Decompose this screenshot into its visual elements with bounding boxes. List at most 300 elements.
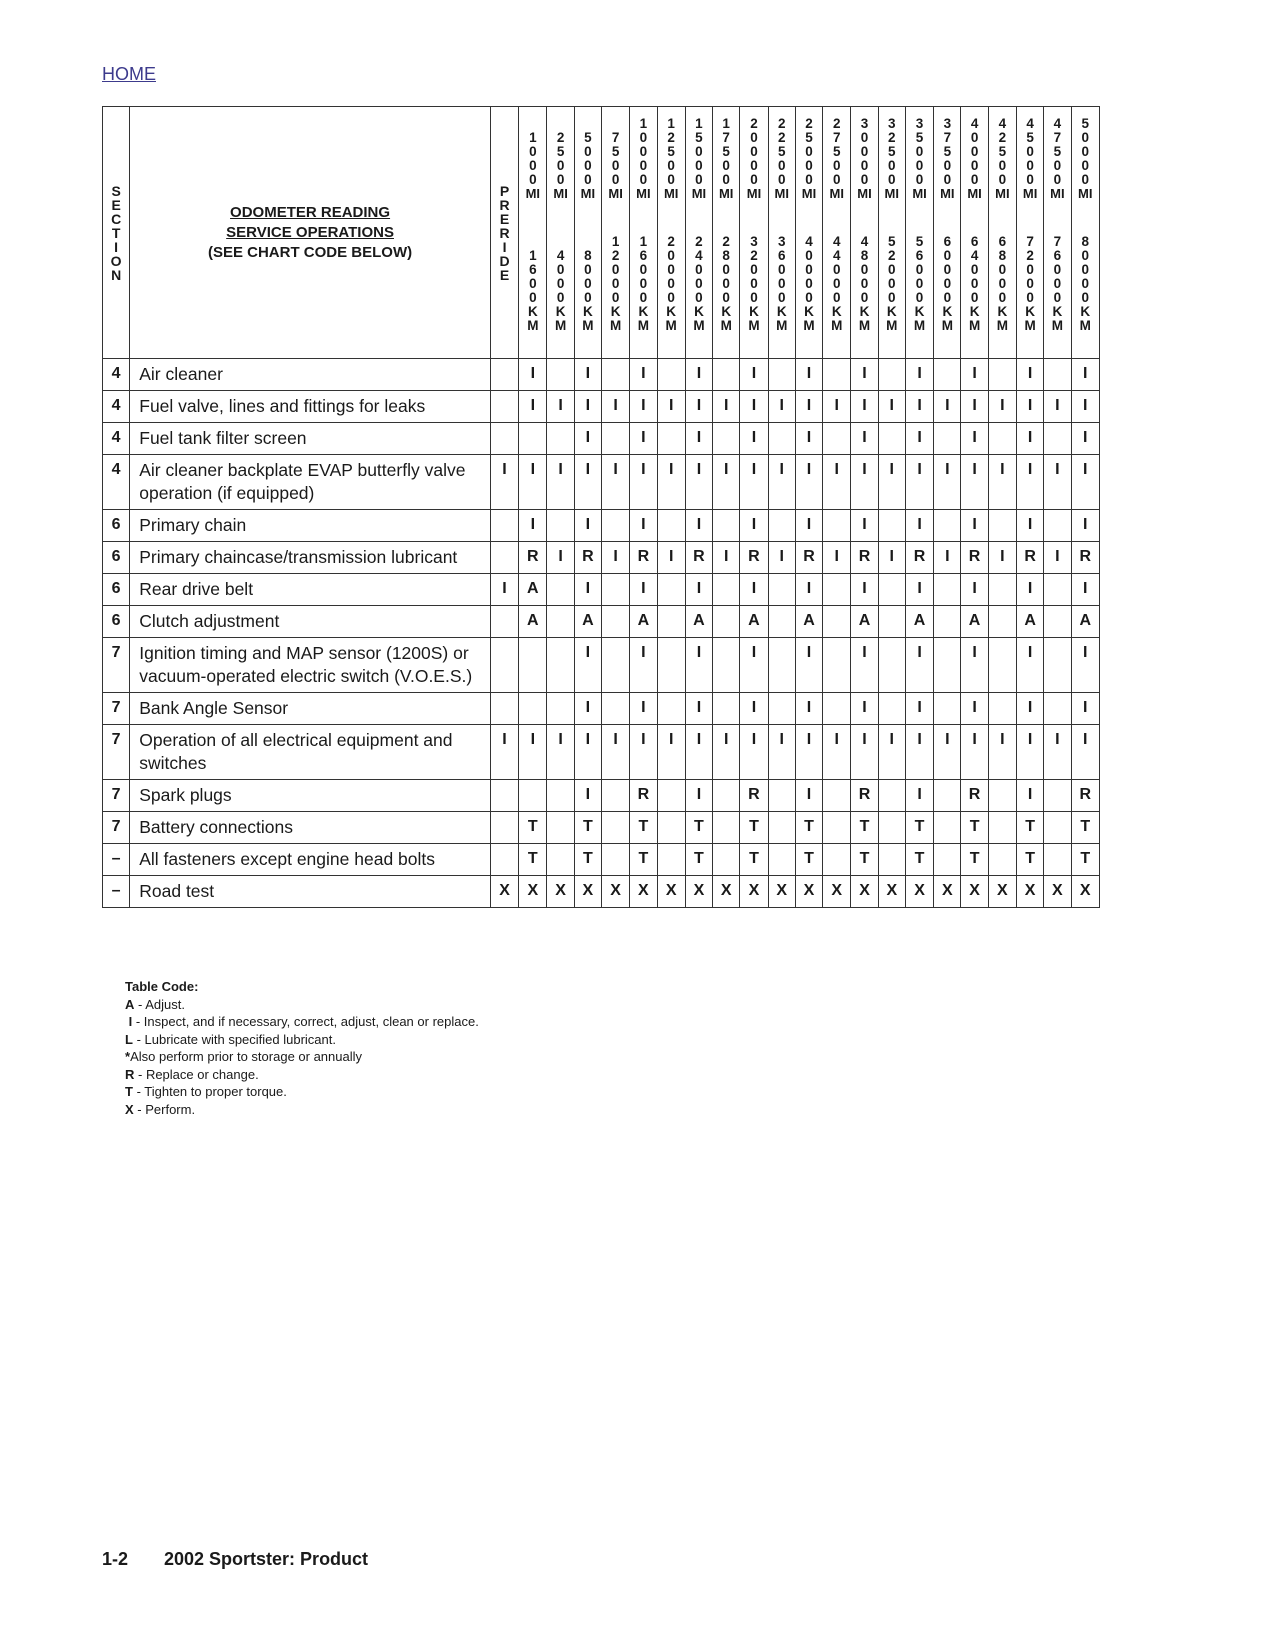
section-number: 7 bbox=[103, 638, 130, 693]
service-code: I bbox=[1017, 638, 1044, 693]
service-code: I bbox=[657, 542, 685, 574]
service-code bbox=[768, 638, 795, 693]
service-code: I bbox=[630, 359, 657, 391]
service-code bbox=[988, 812, 1016, 844]
service-code: T bbox=[519, 844, 547, 876]
service-code: R bbox=[1017, 542, 1044, 574]
service-code: A bbox=[851, 606, 878, 638]
service-code: R bbox=[795, 542, 822, 574]
service-operation: Road test bbox=[130, 876, 491, 908]
service-code: I bbox=[630, 423, 657, 455]
service-code: R bbox=[574, 542, 601, 574]
service-code bbox=[988, 574, 1016, 606]
interval-mi: 4 2 5 0 0 MI bbox=[995, 116, 1010, 201]
service-code bbox=[823, 574, 851, 606]
service-code: I bbox=[795, 510, 822, 542]
legend-item: R - Replace or change. bbox=[125, 1066, 259, 1082]
legend-item: X - Perform. bbox=[125, 1101, 196, 1117]
service-code bbox=[768, 693, 795, 725]
service-code: I bbox=[905, 638, 933, 693]
service-operation: Primary chaincase/transmission lubricant bbox=[130, 542, 491, 574]
service-code: A bbox=[519, 574, 547, 606]
service-code: R bbox=[630, 542, 657, 574]
service-code: I bbox=[547, 542, 574, 574]
service-code: T bbox=[740, 844, 768, 876]
section-number: 7 bbox=[103, 780, 130, 812]
interval-header-37500 bbox=[934, 107, 961, 359]
service-code: X bbox=[851, 876, 878, 908]
interval-km: 6 0 0 0 0 K M bbox=[941, 234, 953, 333]
table-row bbox=[103, 359, 1100, 391]
table-row bbox=[103, 542, 1100, 574]
interval-km: 4 0 0 0 K M bbox=[554, 248, 567, 333]
service-code: I bbox=[685, 574, 712, 606]
service-code: I bbox=[988, 391, 1016, 423]
service-code bbox=[657, 638, 685, 693]
service-code: I bbox=[574, 725, 601, 780]
service-code bbox=[878, 780, 905, 812]
service-code bbox=[934, 359, 961, 391]
service-code: I bbox=[685, 423, 712, 455]
service-code: I bbox=[934, 455, 961, 510]
service-code: I bbox=[601, 725, 629, 780]
service-code: I bbox=[630, 391, 657, 423]
service-code bbox=[601, 693, 629, 725]
service-code: I bbox=[878, 455, 905, 510]
service-code: T bbox=[685, 844, 712, 876]
service-code: I bbox=[1017, 725, 1044, 780]
service-code bbox=[878, 844, 905, 876]
service-code: I bbox=[574, 638, 601, 693]
service-code: R bbox=[685, 542, 712, 574]
service-operation: Fuel valve, lines and fittings for leaks bbox=[130, 391, 491, 423]
service-code: I bbox=[851, 423, 878, 455]
service-code bbox=[934, 693, 961, 725]
service-code: I bbox=[823, 391, 851, 423]
service-code: I bbox=[1071, 725, 1100, 780]
service-code bbox=[601, 606, 629, 638]
service-code bbox=[657, 606, 685, 638]
service-code bbox=[823, 423, 851, 455]
interval-header-25000 bbox=[795, 107, 822, 359]
service-code bbox=[601, 780, 629, 812]
service-code: I bbox=[905, 574, 933, 606]
table-row bbox=[103, 693, 1100, 725]
interval-km: 1 6 0 0 0 K M bbox=[637, 234, 650, 333]
home-link[interactable]: HOME bbox=[102, 64, 156, 84]
service-code bbox=[713, 606, 740, 638]
service-code: I bbox=[851, 359, 878, 391]
service-code: I bbox=[685, 455, 712, 510]
service-code: I bbox=[657, 391, 685, 423]
section-number: 4 bbox=[103, 359, 130, 391]
section-number: – bbox=[103, 844, 130, 876]
service-code: I bbox=[905, 359, 933, 391]
service-code: I bbox=[1071, 510, 1100, 542]
service-code: I bbox=[713, 455, 740, 510]
service-code: I bbox=[905, 510, 933, 542]
interval-mi: 2 2 5 0 0 MI bbox=[774, 116, 789, 201]
service-code bbox=[1044, 359, 1071, 391]
service-code bbox=[657, 423, 685, 455]
service-code bbox=[934, 844, 961, 876]
service-operation: Primary chain bbox=[130, 510, 491, 542]
service-code: I bbox=[685, 638, 712, 693]
service-code: R bbox=[851, 780, 878, 812]
table-row bbox=[103, 876, 1100, 908]
service-code bbox=[934, 812, 961, 844]
service-code: I bbox=[905, 423, 933, 455]
interval-mi: 2 0 0 0 0 MI bbox=[746, 116, 762, 201]
service-code: I bbox=[685, 510, 712, 542]
service-code bbox=[547, 638, 574, 693]
service-code bbox=[1044, 693, 1071, 725]
service-code: X bbox=[713, 876, 740, 908]
interval-mi: 1 5 0 0 0 MI bbox=[691, 116, 707, 201]
service-code: X bbox=[795, 876, 822, 908]
service-code: I bbox=[740, 574, 768, 606]
service-code bbox=[601, 359, 629, 391]
service-code bbox=[713, 359, 740, 391]
service-code bbox=[988, 638, 1016, 693]
interval-km: 3 6 0 0 0 K M bbox=[776, 234, 788, 333]
service-code bbox=[601, 844, 629, 876]
service-code bbox=[823, 638, 851, 693]
service-code: I bbox=[685, 780, 712, 812]
service-code: I bbox=[1017, 693, 1044, 725]
service-code: I bbox=[713, 542, 740, 574]
preride-header-label: P R E R I D E bbox=[499, 182, 510, 283]
service-operation: Air cleaner backplate EVAP butterfly valve operation (if equipped) bbox=[130, 455, 491, 510]
service-code bbox=[988, 606, 1016, 638]
service-code: I bbox=[1017, 780, 1044, 812]
service-code: I bbox=[795, 780, 822, 812]
service-code: I bbox=[713, 725, 740, 780]
service-code: I bbox=[1071, 574, 1100, 606]
service-code: I bbox=[574, 455, 601, 510]
service-code: R bbox=[905, 542, 933, 574]
service-code bbox=[1044, 638, 1071, 693]
service-code: I bbox=[961, 455, 988, 510]
preride-header bbox=[490, 107, 518, 359]
service-code: I bbox=[1044, 542, 1071, 574]
service-code bbox=[823, 844, 851, 876]
service-code: I bbox=[851, 510, 878, 542]
interval-mi: 1 0 0 0 0 MI bbox=[636, 116, 651, 201]
service-code: I bbox=[795, 638, 822, 693]
interval-header-35000 bbox=[905, 107, 933, 359]
service-code: I bbox=[988, 455, 1016, 510]
service-code bbox=[768, 510, 795, 542]
interval-km: 3 2 0 0 0 K M bbox=[748, 234, 760, 333]
preride-code bbox=[490, 844, 518, 876]
preride-code: I bbox=[490, 455, 518, 510]
preride-code: I bbox=[490, 574, 518, 606]
service-code: I bbox=[768, 542, 795, 574]
service-operation: Battery connections bbox=[130, 812, 491, 844]
service-code: I bbox=[740, 510, 768, 542]
legend-item: I - Inspect, and if necessary, correct, adjust, clean or replace. bbox=[125, 1014, 479, 1029]
service-code bbox=[601, 574, 629, 606]
service-code: X bbox=[878, 876, 905, 908]
service-operation: Clutch adjustment bbox=[130, 606, 491, 638]
service-code: I bbox=[740, 725, 768, 780]
service-code: I bbox=[740, 638, 768, 693]
service-code: I bbox=[934, 391, 961, 423]
service-code: X bbox=[934, 876, 961, 908]
service-code bbox=[768, 844, 795, 876]
schedule-body bbox=[103, 359, 1100, 908]
interval-km: 1 6 0 0 K M bbox=[527, 248, 539, 333]
interval-mi: 5 0 0 0 MI bbox=[580, 130, 596, 201]
service-code: T bbox=[961, 812, 988, 844]
service-code: I bbox=[795, 574, 822, 606]
legend-item: A - Adjust. bbox=[125, 996, 185, 1012]
service-code: A bbox=[740, 606, 768, 638]
service-code bbox=[1044, 606, 1071, 638]
service-code: I bbox=[630, 455, 657, 510]
service-code bbox=[988, 359, 1016, 391]
table-row bbox=[103, 423, 1100, 455]
service-operation: Rear drive belt bbox=[130, 574, 491, 606]
interval-header-42500 bbox=[988, 107, 1016, 359]
table-code-legend bbox=[125, 978, 479, 1118]
service-code: I bbox=[740, 693, 768, 725]
preride-code bbox=[490, 780, 518, 812]
service-code: I bbox=[961, 391, 988, 423]
service-code bbox=[713, 423, 740, 455]
service-code bbox=[657, 574, 685, 606]
service-code: I bbox=[851, 638, 878, 693]
service-code: R bbox=[1071, 780, 1100, 812]
service-code: I bbox=[851, 725, 878, 780]
service-code bbox=[713, 780, 740, 812]
service-operation: Operation of all electrical equipment and switches bbox=[130, 725, 491, 780]
service-code bbox=[768, 574, 795, 606]
service-code bbox=[601, 812, 629, 844]
section-number: 6 bbox=[103, 542, 130, 574]
service-code bbox=[823, 510, 851, 542]
interval-km: 6 8 0 0 0 K M bbox=[996, 234, 1008, 333]
operations-header bbox=[130, 107, 491, 359]
service-code bbox=[547, 574, 574, 606]
service-code: I bbox=[1071, 359, 1100, 391]
service-code: I bbox=[961, 359, 988, 391]
table-row bbox=[103, 725, 1100, 780]
service-code: I bbox=[685, 391, 712, 423]
service-code bbox=[878, 359, 905, 391]
service-code: T bbox=[851, 844, 878, 876]
service-operation: Ignition timing and MAP sensor (1200S) or vacuum-operated electric switch (V.O.E.S.) bbox=[130, 638, 491, 693]
interval-header-1000 bbox=[519, 107, 547, 359]
preride-code bbox=[490, 638, 518, 693]
service-code: I bbox=[934, 725, 961, 780]
service-code: T bbox=[574, 812, 601, 844]
service-code bbox=[547, 510, 574, 542]
interval-header-20000 bbox=[740, 107, 768, 359]
service-code bbox=[1044, 844, 1071, 876]
service-code: I bbox=[547, 391, 574, 423]
service-code: I bbox=[823, 455, 851, 510]
service-code bbox=[601, 510, 629, 542]
service-code: I bbox=[851, 574, 878, 606]
service-code: I bbox=[905, 455, 933, 510]
service-code bbox=[519, 638, 547, 693]
interval-mi: 5 0 0 0 0 MI bbox=[1078, 116, 1093, 201]
service-code: I bbox=[988, 542, 1016, 574]
interval-km: 2 0 0 0 0 K M bbox=[665, 234, 677, 333]
service-code: I bbox=[630, 638, 657, 693]
service-code: I bbox=[519, 455, 547, 510]
service-code: I bbox=[574, 574, 601, 606]
table-row bbox=[103, 606, 1100, 638]
interval-header-22500 bbox=[768, 107, 795, 359]
service-code: A bbox=[1017, 606, 1044, 638]
ops-header-line2: SERVICE OPERATIONS bbox=[226, 223, 394, 241]
interval-mi: 1 7 5 0 0 MI bbox=[718, 116, 734, 201]
service-code: A bbox=[630, 606, 657, 638]
service-code: R bbox=[740, 542, 768, 574]
service-code: I bbox=[740, 359, 768, 391]
service-code: A bbox=[905, 606, 933, 638]
service-code: T bbox=[574, 844, 601, 876]
service-code bbox=[823, 606, 851, 638]
service-code: X bbox=[823, 876, 851, 908]
service-code: X bbox=[1017, 876, 1044, 908]
service-operation: Spark plugs bbox=[130, 780, 491, 812]
service-code bbox=[768, 812, 795, 844]
interval-mi: 3 2 5 0 0 MI bbox=[884, 116, 899, 201]
service-code: R bbox=[851, 542, 878, 574]
service-code bbox=[878, 812, 905, 844]
service-code: R bbox=[740, 780, 768, 812]
service-code: T bbox=[795, 812, 822, 844]
section-number: 7 bbox=[103, 693, 130, 725]
service-code bbox=[988, 510, 1016, 542]
legend-item: T - Tighten to proper torque. bbox=[125, 1084, 287, 1099]
service-code: I bbox=[1044, 455, 1071, 510]
section-number: 6 bbox=[103, 510, 130, 542]
document-title: 2002 Sportster: Product bbox=[164, 1549, 369, 1569]
service-code: T bbox=[795, 844, 822, 876]
interval-header-45000 bbox=[1017, 107, 1044, 359]
service-code: I bbox=[961, 510, 988, 542]
service-code bbox=[768, 423, 795, 455]
service-code: T bbox=[740, 812, 768, 844]
service-code: I bbox=[519, 725, 547, 780]
preride-code bbox=[490, 423, 518, 455]
table-row bbox=[103, 780, 1100, 812]
service-code: I bbox=[851, 693, 878, 725]
interval-km: 7 6 0 0 0 K M bbox=[1051, 234, 1063, 333]
service-code bbox=[713, 574, 740, 606]
ops-header-line3: (SEE CHART CODE BELOW) bbox=[207, 243, 413, 261]
preride-code bbox=[490, 812, 518, 844]
interval-header-17500 bbox=[713, 107, 740, 359]
service-code bbox=[934, 780, 961, 812]
service-code: R bbox=[961, 780, 988, 812]
service-code: I bbox=[961, 638, 988, 693]
service-code bbox=[1044, 574, 1071, 606]
service-code: I bbox=[823, 725, 851, 780]
preride-code bbox=[490, 606, 518, 638]
table-row bbox=[103, 574, 1100, 606]
service-code: X bbox=[601, 876, 629, 908]
service-code bbox=[547, 359, 574, 391]
service-code: I bbox=[685, 359, 712, 391]
service-code: I bbox=[795, 391, 822, 423]
interval-mi: 1 2 5 0 0 MI bbox=[663, 116, 679, 201]
service-code bbox=[823, 693, 851, 725]
service-code: X bbox=[905, 876, 933, 908]
service-code: T bbox=[961, 844, 988, 876]
section-number: 6 bbox=[103, 574, 130, 606]
section-number: 6 bbox=[103, 606, 130, 638]
interval-mi: 2 5 0 0 MI bbox=[553, 130, 568, 201]
interval-km: 2 4 0 0 0 K M bbox=[693, 234, 705, 333]
service-code bbox=[768, 359, 795, 391]
service-code: I bbox=[905, 725, 933, 780]
service-code: X bbox=[961, 876, 988, 908]
service-code: I bbox=[795, 693, 822, 725]
service-code: I bbox=[961, 423, 988, 455]
service-code: I bbox=[878, 725, 905, 780]
service-code bbox=[878, 574, 905, 606]
table-row bbox=[103, 844, 1100, 876]
service-code: I bbox=[685, 693, 712, 725]
service-code: T bbox=[905, 812, 933, 844]
service-code: I bbox=[630, 510, 657, 542]
service-code: I bbox=[905, 693, 933, 725]
service-operation: Bank Angle Sensor bbox=[130, 693, 491, 725]
interval-mi: 4 5 0 0 0 MI bbox=[1022, 116, 1038, 201]
service-code bbox=[823, 812, 851, 844]
service-code: I bbox=[657, 455, 685, 510]
service-code: I bbox=[795, 423, 822, 455]
section-number: 7 bbox=[103, 725, 130, 780]
table-row bbox=[103, 455, 1100, 510]
interval-km: 4 0 0 0 0 K M bbox=[803, 234, 815, 333]
service-code: T bbox=[851, 812, 878, 844]
service-code: I bbox=[601, 455, 629, 510]
service-code: I bbox=[1071, 391, 1100, 423]
section-number: 4 bbox=[103, 391, 130, 423]
service-code: I bbox=[1017, 359, 1044, 391]
service-code: R bbox=[630, 780, 657, 812]
service-code: R bbox=[1071, 542, 1100, 574]
service-code: I bbox=[740, 423, 768, 455]
service-code bbox=[657, 780, 685, 812]
service-code: I bbox=[961, 574, 988, 606]
service-code: I bbox=[1017, 455, 1044, 510]
interval-header-2500 bbox=[547, 107, 574, 359]
service-code: A bbox=[1071, 606, 1100, 638]
service-code: I bbox=[988, 725, 1016, 780]
interval-mi: 7 5 0 0 MI bbox=[608, 130, 623, 201]
interval-header-30000 bbox=[851, 107, 878, 359]
service-code bbox=[547, 423, 574, 455]
service-code: I bbox=[574, 359, 601, 391]
service-code: A bbox=[574, 606, 601, 638]
service-code bbox=[713, 693, 740, 725]
service-code bbox=[823, 780, 851, 812]
service-code bbox=[934, 606, 961, 638]
interval-header-12500 bbox=[657, 107, 685, 359]
service-code bbox=[878, 606, 905, 638]
service-code bbox=[547, 606, 574, 638]
service-code: I bbox=[519, 510, 547, 542]
service-code: X bbox=[1071, 876, 1100, 908]
